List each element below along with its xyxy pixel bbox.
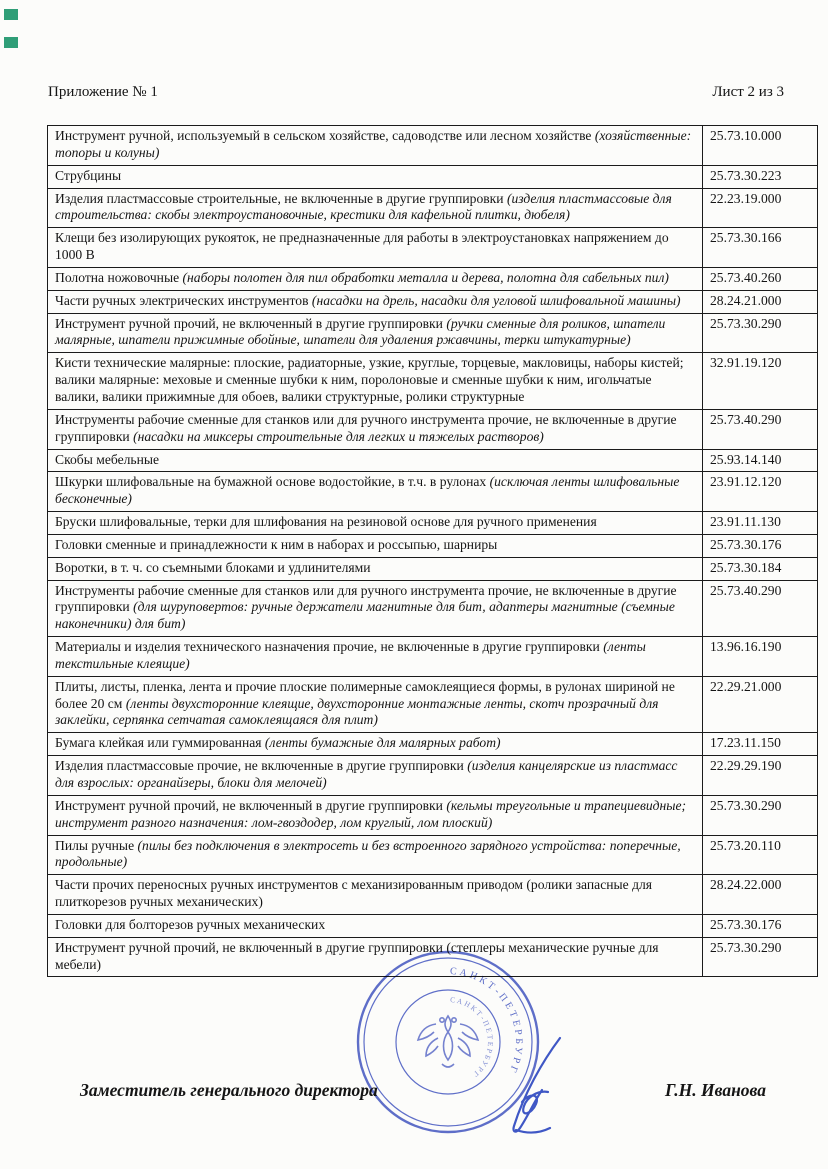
description-text: Клещи без изолирующих рукояток, не предназначенные для работы в электроустановках напряжением до 1000 В xyxy=(55,230,669,263)
description-text: Части ручных электрических инструментов xyxy=(55,292,312,308)
table-row xyxy=(48,580,818,637)
row-code: 25.73.40.290 xyxy=(703,580,818,637)
description-note: (ленты бумажные для малярных работ) xyxy=(264,735,501,751)
row-code: 25.93.14.140 xyxy=(703,449,818,472)
svg-text:САНКТ-ПЕТЕРБУРГ xyxy=(450,995,495,1080)
description-note: (хозяйственные: топоры и колуны) xyxy=(55,128,692,160)
row-description xyxy=(48,512,703,535)
row-description xyxy=(48,188,703,228)
stamp-arc-text-inner: САНКТ-ПЕТЕРБУРГ xyxy=(449,994,496,1081)
row-code: 25.73.30.290 xyxy=(703,937,818,977)
table-row xyxy=(48,313,818,353)
row-code: 25.73.30.184 xyxy=(703,557,818,580)
row-description xyxy=(48,875,703,915)
description-text: Кисти технические малярные: плоские, радиаторные, узкие, круглые, торцевые, макловицы, наборы кистей; валики малярные: меховые и сменные шубки к ним, поролоновые и сменные шубки к ним, игольчатые валики, валики прижимные для обоев, валики структурные, ролики структурные xyxy=(55,355,684,404)
table-row xyxy=(48,914,818,937)
description-note: (ленты двухсторонние клеящие, двухсторонние монтажные ленты, скотч прозрачный для заклейки, серпянка сетчатая самоклеящаяся для плит) xyxy=(55,695,659,728)
description-text: Воротки, в т. ч. со съемными блоками и удлинителями xyxy=(55,559,371,575)
table-row xyxy=(48,756,818,796)
description-text: Головки для болторезов ручных механических xyxy=(55,916,326,932)
description-text: Плиты, листы, пленка, лента и прочие плоские полимерные самоклеящиеся формы, в рулонах шириной не более 20 см xyxy=(55,678,675,711)
row-description xyxy=(48,835,703,875)
description-text: Изделия пластмассовые строительные, не включенные в другие группировки xyxy=(55,190,507,206)
table-row xyxy=(48,835,818,875)
signer-position: Заместитель генерального директора xyxy=(80,1080,378,1100)
table-row xyxy=(48,472,818,512)
description-text: Части прочих переносных ручных инструментов с механизированным приводом (ролики запасные для плиткорезов ручных механических) xyxy=(55,877,653,910)
row-code: 23.91.12.120 xyxy=(703,472,818,512)
signature-block xyxy=(80,1080,766,1101)
row-description xyxy=(48,165,703,188)
row-description xyxy=(48,228,703,268)
table-body xyxy=(48,126,818,977)
row-code: 25.73.30.290 xyxy=(703,795,818,835)
description-note: (кельмы треугольные и трапециевидные; инструмент разного назначения: лом-гвоздодер, лом круглый, лом плоский) xyxy=(55,797,687,830)
description-text: Инструмент ручной прочий, не включенный в другие группировки xyxy=(55,797,447,813)
row-code: 28.24.21.000 xyxy=(703,290,818,313)
table-row xyxy=(48,353,818,410)
row-code: 25.73.30.176 xyxy=(703,534,818,557)
table-row xyxy=(48,188,818,228)
row-code: 25.73.30.176 xyxy=(703,914,818,937)
description-text: Материалы и изделия технического назначения прочие, не включенные в другие группировки xyxy=(55,639,604,655)
description-note: (исключая ленты шлифовальные бесконечные) xyxy=(55,474,680,507)
svg-text:САНКТ-ПЕТЕРБУРГ xyxy=(450,966,524,1076)
row-description xyxy=(48,557,703,580)
row-description xyxy=(48,449,703,472)
row-description xyxy=(48,914,703,937)
row-code: 17.23.11.150 xyxy=(703,733,818,756)
table-row xyxy=(48,126,818,166)
row-description xyxy=(48,937,703,977)
sheet-number-label: Лист 2 из 3 xyxy=(712,84,784,100)
row-code: 22.29.21.000 xyxy=(703,676,818,733)
table-row xyxy=(48,875,818,915)
table-row xyxy=(48,449,818,472)
row-code: 23.91.11.130 xyxy=(703,512,818,535)
table-row xyxy=(48,637,818,677)
row-code: 13.96.16.190 xyxy=(703,637,818,677)
row-code: 22.29.29.190 xyxy=(703,756,818,796)
description-text: Струбцины xyxy=(55,167,122,183)
row-code: 25.73.40.290 xyxy=(703,409,818,449)
row-description xyxy=(48,756,703,796)
codes-table xyxy=(47,125,818,977)
table-row xyxy=(48,165,818,188)
row-code: 25.73.30.223 xyxy=(703,165,818,188)
table-row xyxy=(48,512,818,535)
description-text: Инструменты рабочие сменные для станков или для ручного инструмента прочие, не включенные в другие группировки xyxy=(55,411,677,444)
row-code: 32.91.19.120 xyxy=(703,353,818,410)
description-text: Головки сменные и принадлежности к ним в наборах и россыпью, шарниры xyxy=(55,536,498,552)
table-row xyxy=(48,267,818,290)
scan-mark xyxy=(4,9,18,20)
description-text: Инструмент ручной, используемый в сельском хозяйстве, садоводстве или лесном хозяйстве xyxy=(55,128,595,143)
description-note: (наборы полотен для пил обработки металла и дерева, полотна для сабельных пил) xyxy=(182,269,669,285)
description-text: Инструмент ручной прочий, не включенный в другие группировки xyxy=(55,315,447,331)
description-text: Бумага клейкая или гуммированная xyxy=(55,735,265,751)
stamp-outer-ring xyxy=(358,952,538,1132)
description-text: Полотна ножовочные xyxy=(55,269,183,285)
description-text: Пилы ручные xyxy=(55,837,138,853)
eagle-emblem-icon xyxy=(418,1016,478,1067)
table-row xyxy=(48,676,818,733)
scan-mark xyxy=(4,37,18,48)
row-description xyxy=(48,353,703,410)
row-code: 25.73.10.000 xyxy=(703,126,818,166)
row-description xyxy=(48,676,703,733)
description-text: Шкурки шлифовальные на бумажной основе водостойкие, в т.ч. в рулонах xyxy=(55,474,490,490)
stamp-inner-ring xyxy=(396,990,500,1094)
row-code: 28.24.22.000 xyxy=(703,875,818,915)
signer-name: Г.Н. Иванова xyxy=(665,1080,766,1100)
description-note: (изделия канцелярские из пластмасс для взрослых: органайзеры, блоки для мелочей) xyxy=(55,758,678,790)
row-description xyxy=(48,126,703,166)
row-description xyxy=(48,472,703,512)
stamp-arc-text: САНКТ-ПЕТЕРБУРГ xyxy=(449,965,525,1077)
row-description xyxy=(48,580,703,637)
description-note: (пилы без подключения в электросеть и без встроенного зарядного устройства: поперечные, продольные) xyxy=(55,837,681,870)
table-row xyxy=(48,534,818,557)
table-row xyxy=(48,937,818,977)
table-row xyxy=(48,290,818,313)
appendix-label: Приложение № 1 xyxy=(48,84,158,100)
table-row xyxy=(48,733,818,756)
row-code: 22.23.19.000 xyxy=(703,188,818,228)
table-row xyxy=(48,228,818,268)
row-code: 25.73.30.166 xyxy=(703,228,818,268)
row-description xyxy=(48,795,703,835)
description-note: (изделия пластмассовые для строительства: скобы электроустановочные, крестики для кафельной плитки, дюбеля) xyxy=(55,190,672,223)
table-row xyxy=(48,409,818,449)
signature-stroke xyxy=(516,1128,550,1133)
description-text: Инструмент ручной прочий, не включенный в другие группировки (степлеры механические ручные для мебели) xyxy=(55,939,659,972)
description-note: (ручки сменные для роликов, шпатели малярные, шпатели прижимные обойные, шпатели для удаления ржавчины, терки штукатурные) xyxy=(55,315,666,348)
row-description xyxy=(48,637,703,677)
description-text: Бруски шлифовальные, терки для шлифования на резиновой основе для ручного применения xyxy=(55,514,597,530)
row-description xyxy=(48,409,703,449)
row-description xyxy=(48,290,703,313)
description-text: Изделия пластмассовые прочие, не включенные в другие группировки xyxy=(55,758,468,774)
description-text: Инструменты рабочие сменные для станков или для ручного инструмента прочие, не включенные в другие группировки xyxy=(55,582,677,615)
row-code: 25.73.40.260 xyxy=(703,267,818,290)
row-description xyxy=(48,534,703,557)
description-note: (насадки на дрель, насадки для угловой шлифовальной машины) xyxy=(311,292,681,308)
page-header xyxy=(48,84,784,101)
row-code: 25.73.20.110 xyxy=(703,835,818,875)
description-note: (ленты текстильные клеящие) xyxy=(55,639,646,671)
description-note: (для шуруповертов: ручные держатели магнитные для бит, адаптеры магнитные (съемные наконечники) для бит) xyxy=(55,599,675,632)
row-description xyxy=(48,313,703,353)
description-note: (насадки на миксеры строительные для легких и тяжелых растворов) xyxy=(133,428,544,444)
description-text: Скобы мебельные xyxy=(55,451,160,467)
row-description xyxy=(48,733,703,756)
table-row xyxy=(48,557,818,580)
table-row xyxy=(48,795,818,835)
row-description xyxy=(48,267,703,290)
row-code: 25.73.30.290 xyxy=(703,313,818,353)
